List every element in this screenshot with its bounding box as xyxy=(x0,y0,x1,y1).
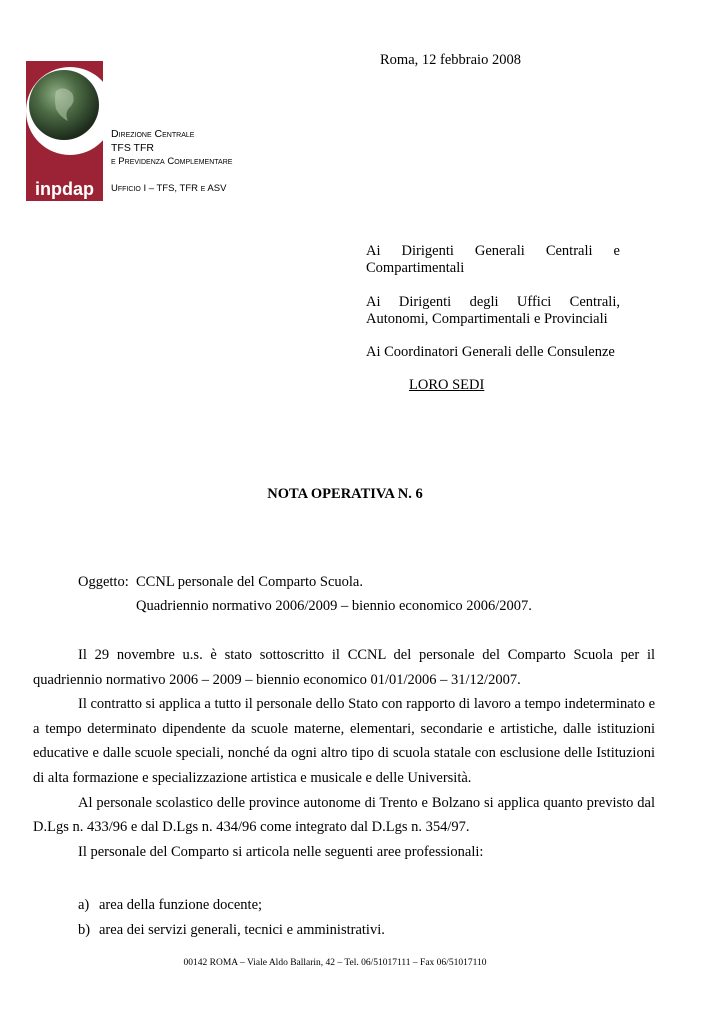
logo-text: inpdap xyxy=(35,179,94,199)
list-item xyxy=(78,893,385,918)
list-marker: a) xyxy=(78,897,90,913)
list-item-text: area della funzione docente; xyxy=(99,897,263,913)
department-line-3: e Previdenza Complementare xyxy=(111,156,233,167)
subject-block xyxy=(78,570,532,618)
recipient-2: Ai Dirigenti degli Uffici Centrali, Autonomi, Compartimentali e Provinciali xyxy=(366,294,620,327)
list-item xyxy=(78,918,385,943)
loro-sedi: LORO SEDI xyxy=(409,377,485,393)
document-date: Roma, 12 febbraio 2008 xyxy=(380,52,521,68)
subject-line-2: Quadriennio normativo 2006/2009 – biennio economico 2006/2007. xyxy=(136,598,532,614)
recipient-1: Ai Dirigenti Generali Centrali e Compartimentali xyxy=(366,243,620,276)
inpdap-logo xyxy=(26,61,103,201)
areas-list xyxy=(78,893,385,943)
department-line-1: Direzione Centrale xyxy=(111,128,195,140)
document-title: NOTA OPERATIVA N. 6 xyxy=(267,486,423,502)
paragraph-2: Il contratto si applica a tutto il personale dello Stato con rapporto di lavoro a tempo indeterminato e a tempo determinato dipendente da scuole materne, elementari, secondarie e artistiche, dalle istituzioni educative e dalle scuole speciali, nonché da ogni altro tipo di scuola statale con esclusione delle Istituzioni di alta formazione e specializzazione artistica e musicale e delle Università. xyxy=(33,696,656,786)
paragraph-1: Il 29 novembre u.s. è stato sottoscritto il CCNL del personale del Comparto Scuola per il quadriennio normativo 2006 – 2009 – biennio economico 01/01/2006 – 31/12/2007. xyxy=(33,647,655,688)
office-line: Ufficio I – TFS, TFR e ASV xyxy=(111,182,227,194)
subject-label: Oggetto: xyxy=(78,574,129,590)
recipient-3: Ai Coordinatori Generali delle Consulenze xyxy=(366,344,615,360)
body-text xyxy=(33,643,655,864)
list-marker: b) xyxy=(78,922,91,938)
paragraph-4: Il personale del Comparto si articola nelle seguenti aree professionali: xyxy=(78,843,484,860)
subject-line-1: CCNL personale del Comparto Scuola. xyxy=(136,574,363,590)
department-block xyxy=(111,128,232,195)
department-line-2: TFS TFR xyxy=(111,141,154,154)
list-item-text: area dei servizi generali, tecnici e amministrativi. xyxy=(99,922,385,938)
paragraph-3: Al personale scolastico delle province autonome di Trento e Bolzano si applica quanto previsto dal D.Lgs n. 433/96 e dal D.Lgs n. 434/96 come integrato dal D.Lgs n. 354/97. xyxy=(33,794,655,836)
footer-address: 00142 ROMA – Viale Aldo Ballarin, 42 – Tel. 06/51017111 – Fax 06/51017110 xyxy=(183,958,487,968)
